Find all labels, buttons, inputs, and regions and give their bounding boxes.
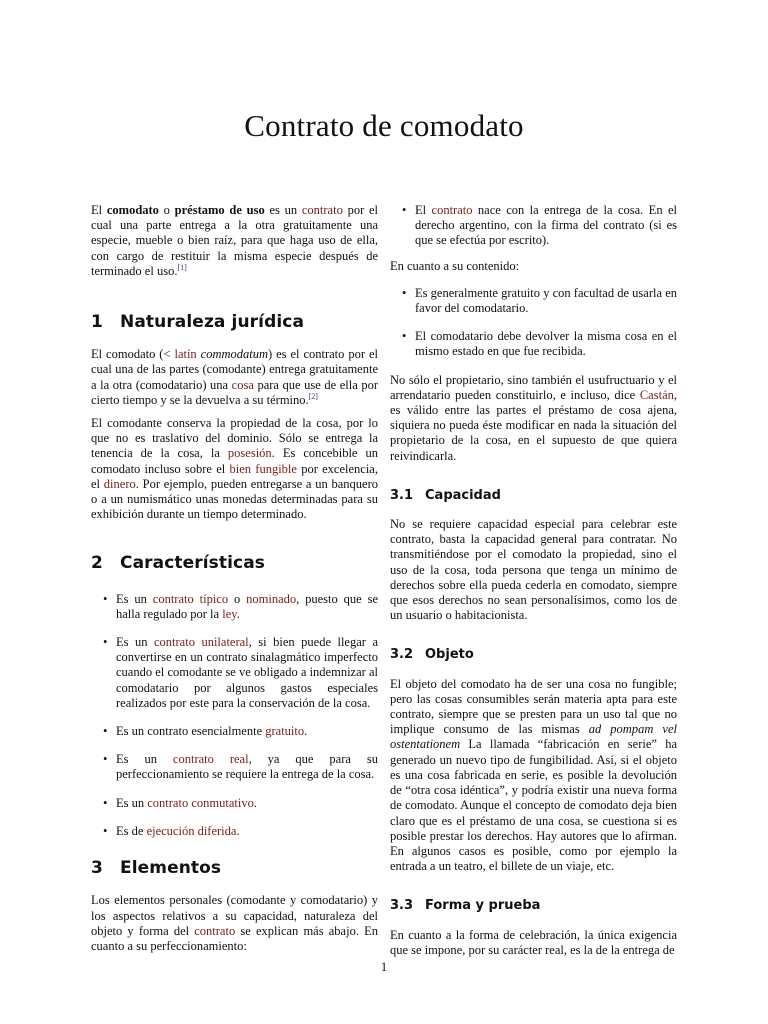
subsection-heading-3-2: 3.2 Objeto xyxy=(390,647,474,663)
list-item: • Es un contrato típico o nominado, puesto que se halla regulado por la ley. xyxy=(91,592,378,622)
subsection-heading-3-3: 3.3 Forma y prueba xyxy=(390,898,541,914)
link-contrato-conmutativo[interactable]: contrato conmutativo xyxy=(147,795,254,810)
intro-paragraph: El comodato o préstamo de uso es un contrato por el cual una parte entrega a la otra gratuitamente una especie, mueble o bien raíz, para que haga uso de ella, con cargo de restituir la misma especie después de terminado el uso.[1] xyxy=(91,203,378,278)
link-contrato-unilateral[interactable]: contrato unilateral xyxy=(154,635,249,650)
list-item: • Es un contrato unilateral, si bien puede llegar a convertirse en un contrato sinalagmático imperfecto cuando el comodante se ve obligado a indemnizar al comodatario por algunos gastos especiales realizados por este para la conservación de la cosa. xyxy=(91,635,378,711)
section-heading-3: 3 Elementos xyxy=(91,858,222,879)
list-item: • Es de ejecución diferida. xyxy=(91,824,378,839)
reference-link-1[interactable]: [1] xyxy=(177,262,187,272)
section-heading-2: 2 Características xyxy=(91,553,265,574)
list-item: • Es un contrato real, ya que para su perfeccionamiento se requiere la entrega de la cosa. xyxy=(91,752,378,782)
left-column xyxy=(91,203,378,962)
page-title: Contrato de comodato xyxy=(244,108,524,143)
page-number: 1 xyxy=(380,960,388,974)
link-gratuito[interactable]: gratuito xyxy=(265,724,305,739)
s31-paragraph: No se requiere capacidad especial para celebrar este contrato, basta la capacidad general para contratar. No transmitiéndose por el comodato la propiedad, sino el uso de la cosa, toda persona que tenga un mínimo de derechos sobre ella pueda cederla en comodato, siempre que esos derechos no sean personalísimos, como los de un usuario o habitacionista. xyxy=(390,517,677,623)
list-item: • El comodatario debe devolver la misma cosa en el mismo estado en que fue recibida. xyxy=(390,329,677,359)
term-comodato: comodato xyxy=(106,203,159,217)
s32-paragraph: El objeto del comodato ha de ser una cosa no fungible; pero las cosas consumibles serán materia apta para este contrato, siempre que se presten para un uso tal que no implique consumo de las mismas ad pompam vel ostentationem La llamada “fabricación en serie” ha generado un nuevo tipo de fungibilidad. Así, si el objeto es una cosa fabricada en serie, es posible la devolución de “otra cosa idéntica”, y podría existir una nueva forma de comodato. Aunque el concepto de comodato deja bien claro que es el préstamo de una cosa, se cuestiona si es posible prestar los derechos. Hay autores que lo afirman. En algunos casos es posible, como por ejemplo la entrada a un teatro, el billete de un viaje, etc. xyxy=(390,676,677,874)
link-latin[interactable]: latín xyxy=(174,347,197,362)
s1-paragraph-2: El comodante conserva la propiedad de la cosa, por lo que no es traslativo del dominio. Sólo se entrega la tenencia de la cosa, la posesión. Es concebible un comodato incluso sobre el bien fungible por excelencia, el dinero. Por ejemplo, pueden entregarse a un banquero o a un numismático unas monedas determinadas para su exhibición durante un tiempo determinado. xyxy=(91,416,378,522)
term-prestamo-de-uso: préstamo de uso xyxy=(174,203,265,217)
list-item: • Es un contrato esencialmente gratuito. xyxy=(91,724,378,739)
characteristics-list xyxy=(91,592,378,839)
right-column xyxy=(390,203,677,966)
link-dinero[interactable]: dinero xyxy=(103,476,136,491)
subsection-heading-3-1: 3.1 Capacidad xyxy=(390,487,501,503)
s33-paragraph: En cuanto a la forma de celebración, la única exigencia que se impone, por su carácter real, es la de la entrega de xyxy=(390,927,677,957)
list-item: • Es un contrato conmutativo. xyxy=(91,796,378,811)
perfeccionamiento-list xyxy=(390,203,677,249)
contenido-list xyxy=(390,286,677,360)
link-ejecucion-diferida[interactable]: ejecución diferida xyxy=(146,823,237,838)
section-heading-1: 1 Naturaleza jurídica xyxy=(91,312,305,333)
link-contrato-tipico[interactable]: contrato típico xyxy=(152,591,229,606)
link-castan[interactable]: Castán xyxy=(639,387,674,402)
link-contrato-real[interactable]: contrato real xyxy=(172,752,249,767)
s3-paragraph-2: No sólo el propietario, sino también el usufructuario y el arrendatario pueden constituirlo, e incluso, dice Castán, es válido entre las partes el préstamo de cosa ajena, siquiera no pueda éste modificar en nada la situación del propietario de la cosa, en el supuesto de que quiera reivindicarla. xyxy=(390,372,677,463)
list-item: • El contrato nace con la entrega de la cosa. En el derecho argentino, con la firma del contrato (si es que se efectúa por escrito). xyxy=(390,203,677,249)
link-bien-fungible[interactable]: bien fungible xyxy=(229,461,297,476)
link-contrato-3[interactable]: contrato xyxy=(431,203,473,217)
reference-link-2[interactable]: [2] xyxy=(308,391,318,401)
link-cosa[interactable]: cosa xyxy=(231,377,254,392)
list-item: • Es generalmente gratuito y con facultad de usarla en favor del comodatario. xyxy=(390,286,677,316)
link-posesion[interactable]: posesión xyxy=(227,446,272,461)
s3-paragraph-1: Los elementos personales (comodante y comodatario) y los aspectos relativos a su capacidad, naturaleza del objeto y forma del contrato se explican más abajo. En cuanto a su perfeccionamiento: xyxy=(91,893,378,953)
contenido-intro: En cuanto a su contenido: xyxy=(390,258,520,273)
link-contrato[interactable]: contrato xyxy=(301,203,343,217)
s1-paragraph-1: El comodato (< latín commodatum) es el contrato por el cual una de las partes (comodante) entrega gratuitamente a la otra (comodatario) una cosa para que use de ella por cierto tiempo y se la devuelva a su término.[2] xyxy=(91,347,378,407)
link-nominado[interactable]: nominado xyxy=(246,591,297,606)
link-ley[interactable]: ley xyxy=(222,606,237,621)
link-contrato-2[interactable]: contrato xyxy=(194,923,236,938)
